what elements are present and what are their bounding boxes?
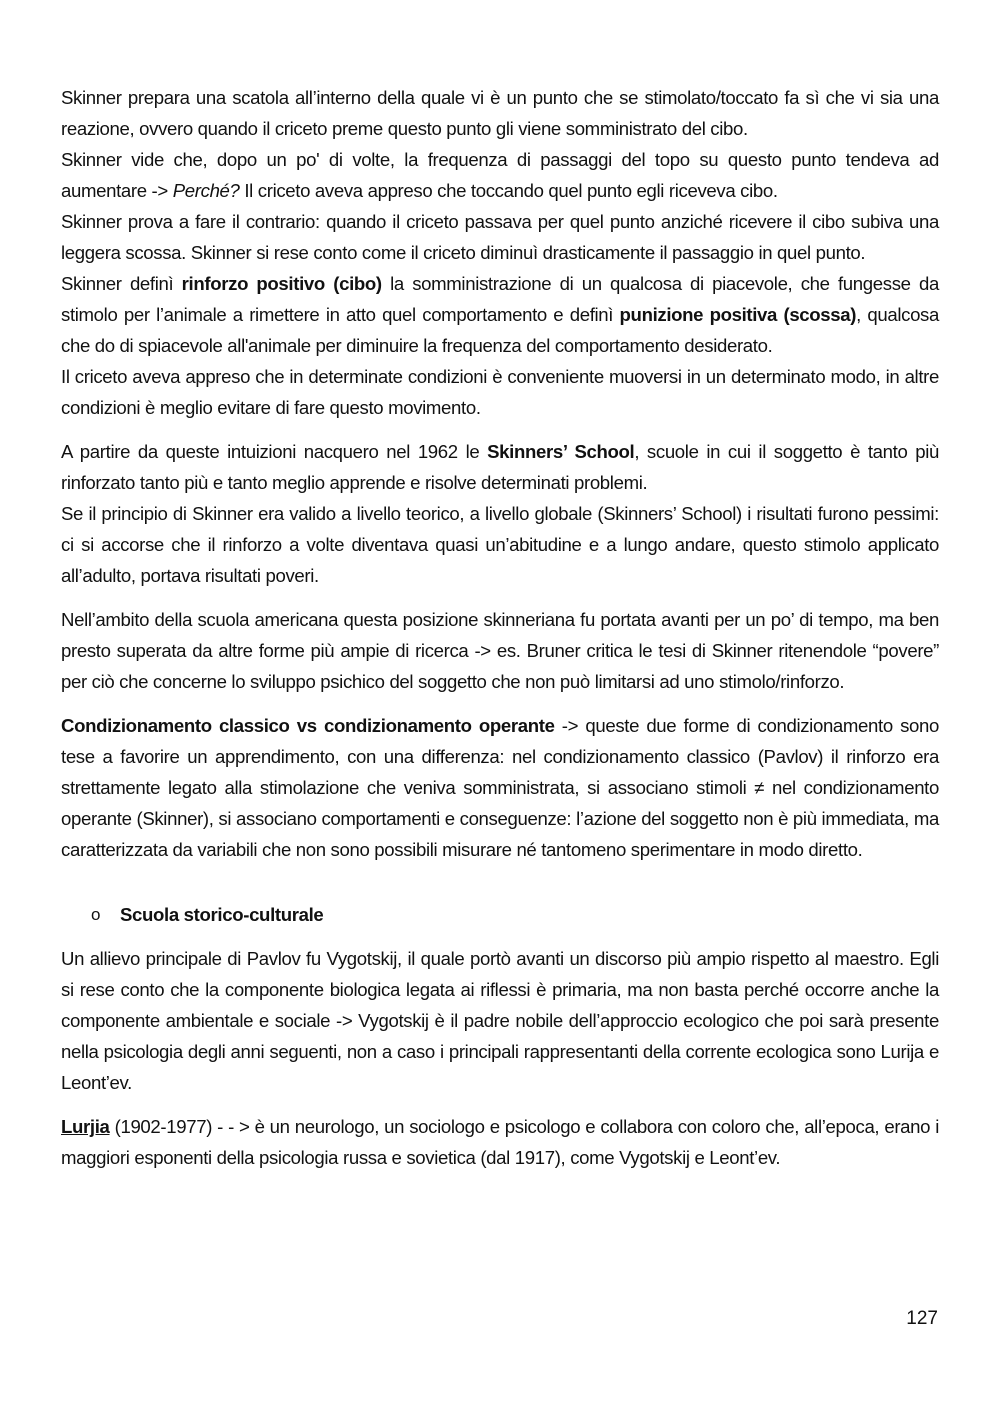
text-run: la somministrazione di un qualcosa di piacevole, che fungesse da stimolo per l’animale a rimettere in atto quel comportamento e definì	[61, 273, 939, 325]
bold-punizione-positiva: punizione positiva (scossa)	[619, 304, 857, 325]
paragraph-condizionamento	[61, 710, 939, 865]
paragraph-group-skinners-school	[61, 436, 939, 591]
page-number: 127	[906, 1308, 938, 1329]
bold-skinners-school: Skinners’ School	[487, 441, 635, 462]
text-run: (1902-1977) - - > è un neurologo, un sociologo e psicologo e collabora con coloro che, all’epoca, erano i maggiori esponenti della psicologia russa e sovietica (dal 1917), come Vygotskij e Leont’ev.	[61, 1116, 939, 1168]
bold-underline-lurjia: Lurjia	[61, 1116, 110, 1137]
text-run: Il criceto aveva appreso che toccando quel punto egli riceveva cibo.	[239, 180, 778, 201]
bullet-icon: o	[91, 905, 101, 924]
text-run: A partire da queste intuizioni nacquero nel 1962 le	[61, 441, 488, 462]
text-run: Se il principio di Skinner era valido a livello teorico, a livello globale (Skinners’ School) i risultati furono pessimi: ci si accorse che il rinforzo a volte diventava quasi un’abitudine e a lungo andare, questo stimolo applicato all’adulto, portava risultati poveri.	[61, 503, 939, 586]
text-run: Il criceto aveva appreso che in determinate condizioni è conveniente muoversi in un determinato modo, in altre condizioni è meglio evitare di fare questo movimento.	[61, 366, 939, 418]
paragraph-scuola-americana	[61, 604, 939, 697]
text-run: Skinner definì	[61, 273, 182, 294]
italic-perche: Perché?	[172, 180, 240, 201]
bold-rinforzo-positivo: rinforzo positivo (cibo)	[181, 273, 382, 294]
text-run: Skinner prepara una scatola all’interno della quale vi è un punto che se stimolato/toccato fa sì che vi sia una reazione, ovvero quando il criceto preme questo punto gli viene somministrato del cibo.	[61, 87, 939, 139]
paragraph-vygotskij	[61, 943, 939, 1098]
section-title: Scuola storico-culturale	[120, 904, 324, 925]
paragraph-group-skinner-box	[61, 82, 939, 423]
paragraph-criceto-appreso	[61, 361, 939, 423]
text-run: , scuole in cui il soggetto è tanto più rinforzato tanto più e tanto meglio apprende e risolve determinati problemi.	[61, 441, 940, 493]
paragraph-contrary	[61, 206, 939, 268]
text-run: Skinner prova a fare il contrario: quando il criceto passava per quel punto anziché ricevere il cibo subiva una leggera scossa. Skinner si rese conto come il criceto diminuì drasticamente il passaggio in quel punto.	[61, 211, 939, 263]
section-heading	[61, 899, 939, 930]
paragraph-risultati	[61, 498, 939, 591]
paragraph-frequency	[61, 144, 939, 206]
text-run: Un allievo principale di Pavlov fu Vygotskij, il quale portò avanti un discorso più ampio rispetto al maestro. Egli si rese conto che la componente biologica legata ai riflessi è primaria, ma non basta perché occorre anche la componente ambientale e sociale -> Vygotskij è il padre nobile dell’approccio ecologico che poi sarà presente nella psicologia degli anni seguenti, non a caso i principali rappresentanti della corrente ecologica sono Lurija e Leont’ev.	[61, 948, 939, 1093]
text-run: , qualcosa che do di spiacevole all'animale per diminuire la frequenza del comportamento desiderato.	[61, 304, 939, 356]
paragraph-rinforzo	[61, 268, 939, 361]
paragraph-skinners-school	[61, 436, 939, 498]
text-run: Nell’ambito della scuola americana questa posizione skinneriana fu portata avanti per un po’ di tempo, ma ben presto superata da altre forme più ampie di ricerca -> es. Bruner critica le tesi di Skinner ritenendole “povere” per ciò che concerne lo sviluppo psichico del soggetto che non può limitarsi ad uno stimolo/rinforzo.	[61, 609, 939, 692]
page-content	[61, 82, 939, 1173]
text-run: -> queste due forme di condizionamento sono tese a favorire un apprendimento, con una differenza: nel condizionamento classico (Pavlov) il rinforzo era strettamente legato alla stimolazione che veniva somministrata, si associano stimoli ≠ nel condizionamento operante (Skinner), si associano comportamenti e conseguenze: l’azione del soggetto non è più immediata, ma caratterizzata da variabili che non sono possibili misurare né tantomeno sperimentare in modo diretto.	[61, 715, 939, 860]
text-run: Skinner vide che, dopo un po' di volte, la frequenza di passaggi del topo su questo punto tendeva ad aumentare ->	[61, 149, 939, 201]
paragraph-lurjia	[61, 1111, 939, 1173]
bold-condizionamento: Condizionamento classico vs condizionamento operante	[61, 715, 555, 736]
paragraph-skinner-box	[61, 82, 939, 144]
